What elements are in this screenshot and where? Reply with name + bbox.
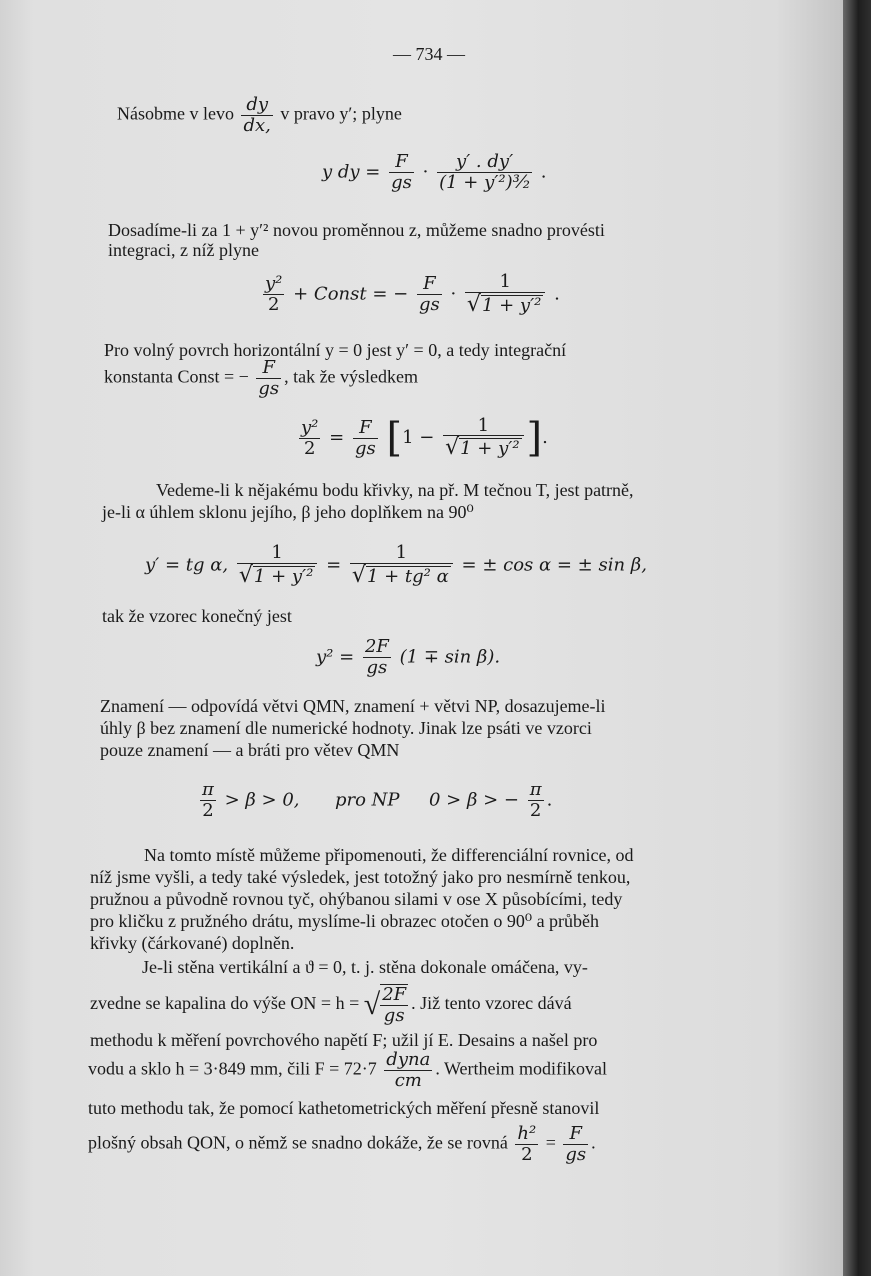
text-line: pro kličku z pružného drátu, myslíme-li obrazec otočen o 90⁰ a průběh (90, 911, 600, 931)
equation: $\frac{\pi}{2}$ > β > 0, pro NP 0 > β > − $\frac{\pi}{2}$ . (202, 779, 553, 821)
fraction: $\frac{1}{\text{√1 + y′²}}$ (465, 272, 545, 317)
text-line: methodu k měření povrchového napětí F; užil jí E. Desains a našel pro (90, 1030, 598, 1050)
equation: y dy = $\frac{F}{gs}$ · $\frac{y' . dy'}{\text{(1 + y′²)³⁄₂}}$ . (322, 151, 547, 193)
fraction: $\frac{F}{gs}$ (258, 357, 280, 399)
equation: y′ = tg α, $\frac{1}{\text{√1 + y′²}}$ = $\frac{1}{\text{√1 + tg² α}}$ = ± cos α = ± sin β, (145, 542, 647, 588)
text-line: tak že vzorec konečný jest (102, 606, 292, 626)
fraction: $\frac{F}{gs}$ (391, 151, 412, 193)
page-edge-shadow (843, 0, 871, 1276)
text-line: konstanta Const = − $\frac{F}{gs}$ , tak že výsledkem (104, 357, 419, 399)
fraction: $\frac{F}{gs}$ (418, 273, 440, 315)
text-line: Je-li stěna vertikální a ϑ = 0, t. j. stěna dokonale omáčena, vy- (142, 957, 588, 977)
text-line: úhly β bez znamení dle numerické hodnoty. Jinak lze psáti ve vzorci (100, 718, 592, 738)
text-line: Dosadíme-li za 1 + y′² novou proměnnou z, můžeme snadno provésti (108, 220, 605, 240)
fraction: $\frac{\text{y²}}{2}$ (265, 273, 283, 315)
equation: y² = $\frac{2F}{gs}$ (1 ∓ sin β). (316, 636, 501, 678)
text-line: integraci, z níž plyne (108, 240, 259, 260)
equation: $\frac{\text{y²}}{2}$ + Const = − $\frac{F}{gs}$ · $\frac{1}{\text{√1 + y′²}}$ . (265, 271, 560, 317)
sqrt-sign-icon: √ (466, 291, 481, 317)
sqrt-sign-icon: √ (363, 987, 381, 1021)
fraction: $\frac{F}{gs}$ (354, 416, 376, 459)
text-line: Na tomto místě můžeme připomenouti, že differenciální rovnice, od (144, 845, 634, 865)
fraction: $\frac{\text{y²}}{2}$ (301, 416, 319, 459)
fraction: $\frac{dy}{dx,}$ (243, 94, 271, 136)
sqrt-sign-icon: √ (445, 435, 460, 461)
fraction: $\frac{F}{gs}$ (565, 1123, 587, 1165)
text-line: níž jsme vyšli, a tedy také výsledek, jest totožný jako pro nesmírně tenkou, (90, 867, 631, 887)
text-line: vodu a sklo h = 3·849 mm, čili F = 72·7 $\frac{\text{dyna}}{cm}$ . Wertheim modifikoval (88, 1049, 607, 1091)
text-line: Vedeme-li k nějakému bodu křivky, na př. M tečnou T, jest patrně, (156, 480, 634, 500)
fraction: $\frac{1}{\text{√1 + tg² α}}$ (350, 543, 453, 588)
text-line: Pro volný povrch horizontální y = 0 jest y′ = 0, a tedy integrační (104, 340, 567, 360)
fraction: $\frac{2F}{gs}$ (364, 636, 389, 678)
sqrt-sign-icon: √ (351, 562, 366, 588)
fraction: $\frac{\text{dyna}}{cm}$ (386, 1049, 431, 1091)
text-line: křivky (čárkované) doplněn. (90, 933, 295, 953)
text-line: zvedne se kapalina do výše ON = h = √ $\frac{2F}{gs}$ . Již tento vzorec dává (90, 984, 572, 1026)
text-line: pružnou a původně rovnou tyč, ohýbanou silami v ose X působícími, tedy (90, 889, 623, 909)
text-line: plošný obsah QON, o němž se snadno dokáže, že se rovná $\frac{\text{h²}}{2}$ = $\frac{F}{gs}$ . (88, 1123, 596, 1165)
text-line: pouze znamení — a bráti pro větev QMN (100, 740, 400, 760)
fraction: $\frac{1}{\text{√1 + y′²}}$ (443, 416, 523, 461)
fraction: $\frac{1}{\text{√1 + y′²}}$ (237, 543, 317, 588)
text-line: je-li α úhlem sklonu jejího, β jeho doplňkem na 90⁰ (102, 502, 474, 522)
fraction: $\frac{\pi}{2}$ (202, 779, 214, 821)
fraction: $\frac{2F}{gs}$ (382, 984, 407, 1026)
fraction: $\frac{\text{h²}}{2}$ (517, 1123, 537, 1165)
text-line: Znamení — odpovídá větvi QMN, znamení + větvi NP, dosazujeme-li (100, 696, 606, 716)
text-line: Násobme v levo $\frac{dy}{dx,}$ v pravo y′; plyne (117, 94, 402, 136)
text-line: tuto methodu tak, že pomocí kathetometrických měření přesně stanovil (88, 1098, 600, 1118)
fraction: $\frac{\pi}{2}$ (529, 779, 542, 821)
fraction: $\frac{y' . dy'}{\text{(1 + y′²)³⁄₂}}$ (439, 151, 531, 193)
equation: $\frac{\text{y²}}{2}$ = $\frac{F}{gs}$ [1 − $\frac{1}{\text{√1 + y′²}}$ ]. (301, 414, 548, 461)
page-number: — 734 — (393, 44, 465, 64)
sqrt-sign-icon: √ (238, 562, 253, 588)
